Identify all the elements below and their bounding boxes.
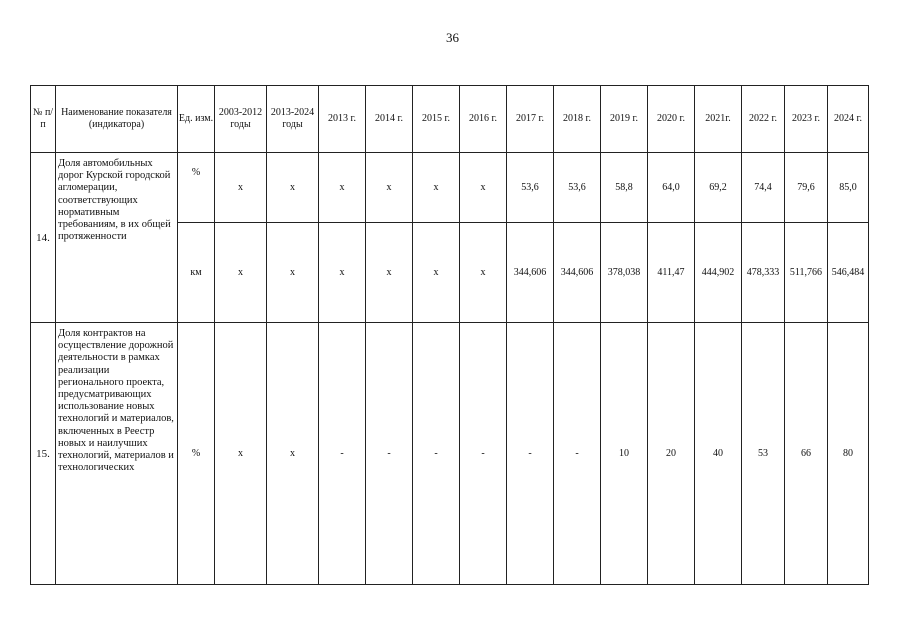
table-row	[31, 153, 869, 223]
value-cell: x	[267, 223, 319, 323]
col-header-2019: 2019 г.	[601, 86, 648, 153]
value-cell: 53,6	[507, 153, 554, 223]
value-cell: -	[413, 323, 460, 585]
value-cell: x	[267, 153, 319, 223]
value-cell: 85,0	[828, 153, 869, 223]
col-header-2017: 2017 г.	[507, 86, 554, 153]
value-cell: 64,0	[648, 153, 695, 223]
value-cell: x	[215, 223, 267, 323]
value-cell: 344,606	[554, 223, 601, 323]
value-cell: x	[366, 153, 413, 223]
col-header-2013-2024: 2013-2024 годы	[267, 86, 319, 153]
value-cell: -	[554, 323, 601, 585]
value-cell: 40	[695, 323, 742, 585]
col-header-num: № п/п	[31, 86, 56, 153]
value-cell: -	[319, 323, 366, 585]
value-cell: 546,484	[828, 223, 869, 323]
col-header-unit: Ед. изм.	[178, 86, 215, 153]
col-header-2013: 2013 г.	[319, 86, 366, 153]
col-header-2015: 2015 г.	[413, 86, 460, 153]
value-cell: 80	[828, 323, 869, 585]
value-cell: 10	[601, 323, 648, 585]
col-header-2021: 2021г.	[695, 86, 742, 153]
col-header-2003-2012: 2003-2012 годы	[215, 86, 267, 153]
indicator-name: Доля автомобильных дорог Курской городской агломерации, соответствующих нормативным требованиям, в их общей протяженности	[56, 153, 178, 323]
value-cell: 378,038	[601, 223, 648, 323]
col-header-2016: 2016 г.	[460, 86, 507, 153]
value-cell: x	[319, 153, 366, 223]
value-cell: 20	[648, 323, 695, 585]
page-number: 36	[446, 30, 459, 45]
value-cell: 74,4	[742, 153, 785, 223]
value-cell: 53	[742, 323, 785, 585]
value-cell: -	[507, 323, 554, 585]
value-cell: x	[460, 153, 507, 223]
value-cell: 66	[785, 323, 828, 585]
value-cell: -	[366, 323, 413, 585]
unit-cell: км	[178, 223, 215, 323]
value-cell: 344,606	[507, 223, 554, 323]
row-number: 14.	[31, 153, 56, 323]
value-cell: x	[413, 153, 460, 223]
value-cell: -	[460, 323, 507, 585]
col-header-2022: 2022 г.	[742, 86, 785, 153]
value-cell: 511,766	[785, 223, 828, 323]
value-cell: x	[319, 223, 366, 323]
col-header-2014: 2014 г.	[366, 86, 413, 153]
value-cell: x	[413, 223, 460, 323]
value-cell: x	[215, 323, 267, 585]
value-cell: 478,333	[742, 223, 785, 323]
value-cell: 411,47	[648, 223, 695, 323]
value-cell: 444,902	[695, 223, 742, 323]
col-header-2023: 2023 г.	[785, 86, 828, 153]
value-cell: x	[460, 223, 507, 323]
unit-cell: %	[178, 323, 215, 585]
unit-cell: %	[178, 153, 215, 223]
value-cell: x	[215, 153, 267, 223]
value-cell: x	[267, 323, 319, 585]
col-header-2020: 2020 г.	[648, 86, 695, 153]
value-cell: 69,2	[695, 153, 742, 223]
header-row	[31, 86, 869, 153]
col-header-2024: 2024 г.	[828, 86, 869, 153]
indicator-name: Доля контрактов на осуществление дорожной деятельности в рамках реализации регионального проекта, предусматривающих использование новых технологий и материалов, включенных в Реестр новых и наилучших технологий, материалов и технологических	[56, 323, 178, 585]
value-cell: 53,6	[554, 153, 601, 223]
value-cell: 79,6	[785, 153, 828, 223]
col-header-2018: 2018 г.	[554, 86, 601, 153]
table-row	[31, 323, 869, 585]
indicator-table	[30, 85, 869, 585]
value-cell: 58,8	[601, 153, 648, 223]
col-header-name: Наименование показателя (индикатора)	[56, 86, 178, 153]
value-cell: x	[366, 223, 413, 323]
row-number: 15.	[31, 323, 56, 585]
